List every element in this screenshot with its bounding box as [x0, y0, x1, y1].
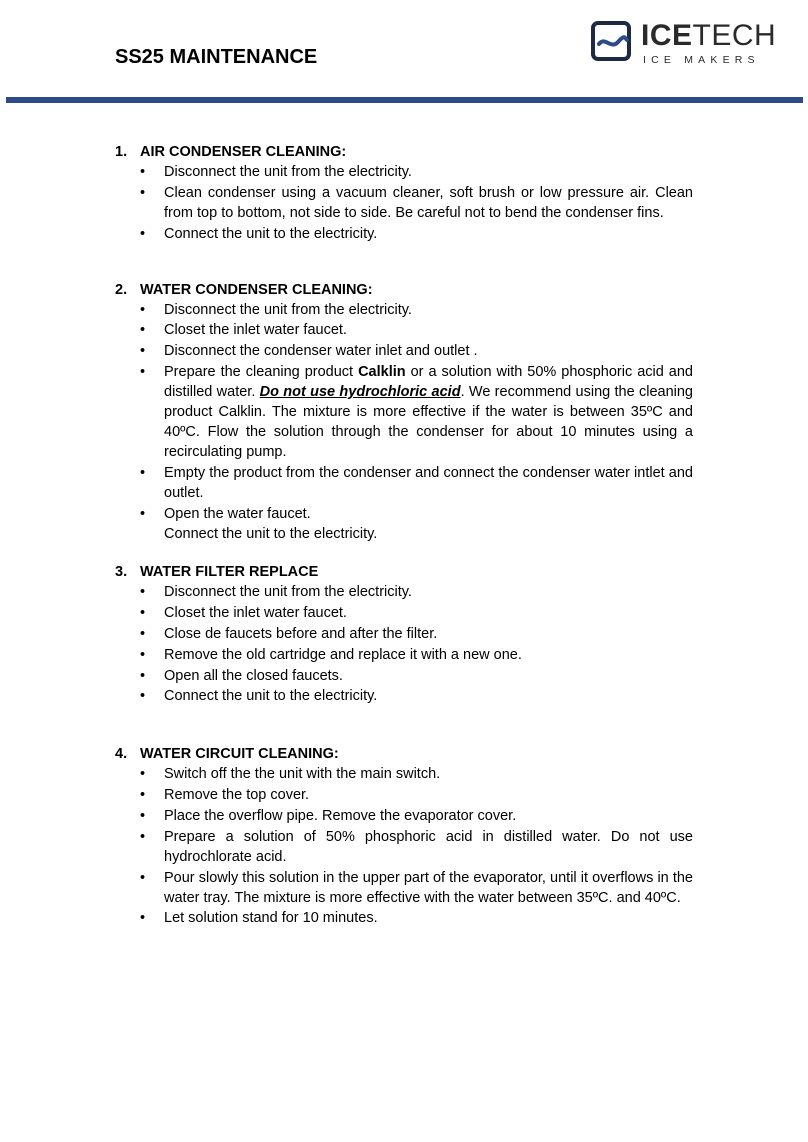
list-item: • Close de faucets before and after the filter.	[115, 624, 693, 644]
section-title: WATER CONDENSER CLEANING:	[140, 281, 373, 298]
logo-tagline: ICE MAKERS	[643, 54, 760, 66]
ice-cube-icon	[591, 20, 633, 64]
list-item: • Remove the top cover.	[115, 785, 693, 805]
section-heading-water-circuit	[115, 744, 693, 764]
list-item-cleaning-product: • Prepare the cleaning product Calklin or a solution with 50% phosphoric acid and distilled water. Do not use hydrochloric acid. We recommend using the cleaning product Calklin. The mixture is more effective if the water is between 35ºC and 40ºC. Flow the solution through the condenser for about 10 minutes using a recirculating pump.	[115, 362, 693, 462]
section-number: 4.	[115, 746, 128, 763]
product-name: Calklin	[358, 363, 406, 380]
section-heading-water-filter	[115, 562, 693, 582]
section-heading-water-condenser	[115, 280, 693, 300]
list-item: • Place the overflow pipe. Remove the evaporator cover.	[115, 806, 693, 826]
list-item: • Closet the inlet water faucet.	[115, 603, 693, 623]
list-item: • Disconnect the unit from the electricity.	[115, 582, 693, 602]
section-number: 1.	[115, 144, 128, 160]
page-title: SS25 MAINTENANCE	[115, 46, 318, 68]
icetech-logo	[591, 20, 781, 68]
acid-warning: Do not use hydrochloric acid	[259, 383, 461, 400]
list-item: • Disconnect the condenser water inlet and outlet .	[115, 341, 693, 361]
water-circuit-steps	[115, 764, 693, 928]
list-item: • Closet the inlet water faucet.	[115, 320, 693, 340]
list-item: • Connect the unit to the electricity.	[115, 686, 693, 706]
section-title: WATER FILTER REPLACE	[140, 564, 319, 581]
water-condenser-steps	[115, 300, 693, 545]
section-heading-air-condenser	[115, 142, 693, 162]
list-item: • Let solution stand for 10 minutes.	[115, 908, 693, 928]
list-item: • Disconnect the unit from the electricity.	[115, 162, 693, 182]
list-item: • Open the water faucet.	[115, 504, 693, 524]
water-filter-steps	[115, 582, 693, 706]
list-item: • Connect the unit to the electricity.	[115, 224, 693, 244]
list-item: • Empty the product from the condenser and connect the condenser water intlet and outlet.	[115, 463, 693, 503]
logo-brand: ICETECH	[641, 19, 777, 52]
list-item-continuation: Connect the unit to the electricity.	[164, 526, 378, 543]
list-item: • Pour slowly this solution in the upper part of the evaporator, until it overflows in the water tray. The mixture is more effective with the water between 35ºC. and 40ºC.	[115, 868, 693, 908]
list-item: • Prepare a solution of 50% phosphoric acid in distilled water. Do not use hydrochlorate acid.	[115, 827, 693, 867]
list-item: • Clean condenser using a vacuum cleaner, soft brush or low pressure air. Clean from top to bottom, not side to side. Be careful not to bend the condenser fins.	[115, 183, 693, 223]
air-condenser-steps	[115, 162, 693, 244]
section-title: AIR CONDENSER CLEANING:	[140, 144, 347, 160]
maintenance-content	[115, 142, 693, 929]
list-item: • Open all the closed faucets.	[115, 666, 693, 686]
header-divider	[6, 97, 803, 103]
list-item: • Switch off the the unit with the main switch.	[115, 764, 693, 784]
list-item: • Disconnect the unit from the electricity.	[115, 300, 693, 320]
section-number: 2.	[115, 281, 128, 298]
section-number: 3.	[115, 564, 128, 581]
list-item: • Remove the old cartridge and replace it with a new one.	[115, 645, 693, 665]
section-title: WATER CIRCUIT CLEANING:	[140, 746, 339, 763]
